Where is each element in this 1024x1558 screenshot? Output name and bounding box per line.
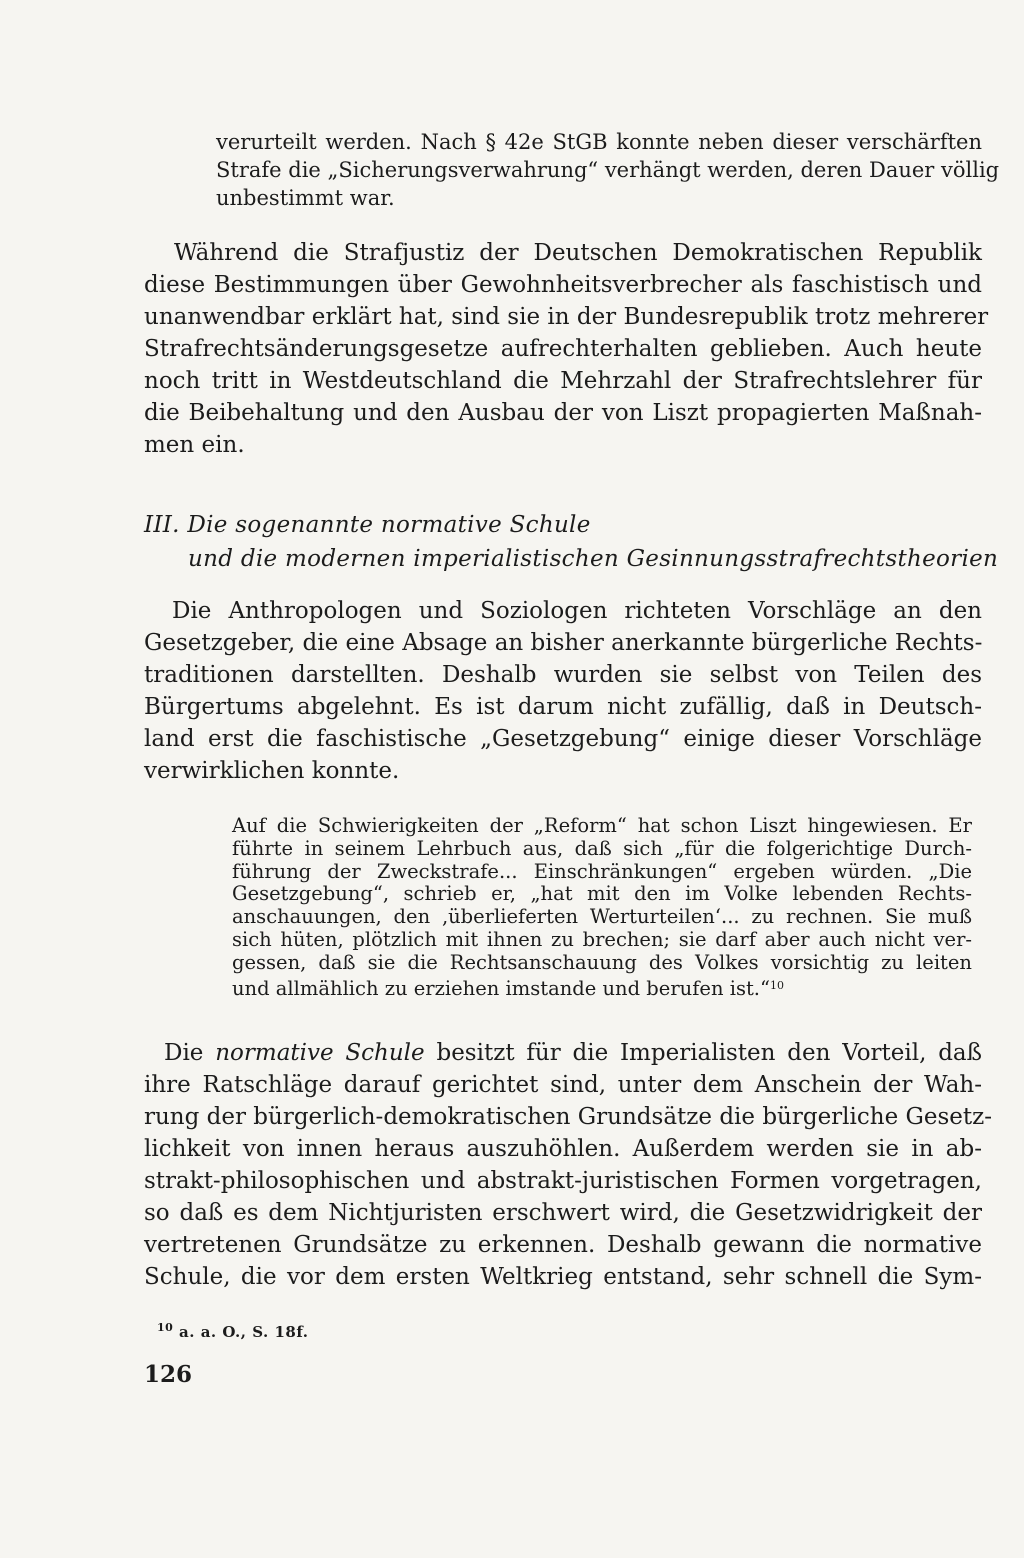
block-quote <box>232 815 972 1000</box>
text-line <box>144 1037 982 1069</box>
text-line: Gesetzgeber, die eine Absage an bisher anerkannte bürgerliche Rechts- <box>144 630 983 656</box>
body-paragraph <box>144 1037 993 1293</box>
quote-line: sich hüten, plötzlich mit ihnen zu brechen; sie darf aber auch nicht ver- <box>232 927 972 951</box>
text-line: Die Anthropologen und Soziologen richteten Vorschläge an den <box>172 598 982 624</box>
text-segment: besitzt für die Imperialisten den Vorteil, daß <box>436 1040 983 1066</box>
text-line: traditionen darstellten. Deshalb wurden sie selbst von Teilen des <box>144 662 982 688</box>
text-segment: Die <box>164 1040 204 1066</box>
heading-line-1: III. Die sogenannte normative Schule <box>144 512 591 538</box>
text-line: unanwendbar erklärt hat, sind sie in der Bundesrepublik trotz mehrerer <box>144 304 989 330</box>
italic-term: normative Schule <box>215 1040 425 1066</box>
quote-line: Gesetzgebung“, schrieb er, „hat mit den im Volke lebenden Rechts- <box>232 882 972 906</box>
text-line: so daß es dem Nichtjuristen erschwert wird, die Gesetzwidrigkeit der <box>144 1200 982 1226</box>
footnote-text: a. a. O., S. 18f. <box>179 1323 309 1341</box>
footnote-reference: 10 <box>769 978 784 992</box>
quote-last-text: und allmählich zu erziehen imstande und berufen ist.“ <box>232 976 770 1000</box>
text-line: ihre Ratschläge darauf gerichtet sind, unter dem Anschein der Wah- <box>144 1072 982 1098</box>
quote-line: anschauungen, den ‚überlieferten Werturteilen‘... zu rechnen. Sie muß <box>232 905 972 929</box>
body-paragraph <box>144 237 989 461</box>
quote-line: führung der Zweckstrafe... Einschränkungen“ ergeben würden. „Die <box>232 859 972 883</box>
text-line: men ein. <box>144 432 245 458</box>
footnote <box>157 1321 308 1341</box>
section-heading <box>144 508 999 576</box>
text-line: land erst die faschistische „Gesetzgebung“ einige dieser Vorschläge <box>144 726 982 752</box>
text-line: verwirklichen konnte. <box>144 758 400 784</box>
continuation-paragraph <box>216 128 1000 212</box>
text-line: Strafrechtsänderungsgesetze aufrechterhalten geblieben. Auch heute <box>144 336 982 362</box>
text-line: strakt-philosophischen und abstrakt-juristischen Formen vorgetragen, <box>144 1168 982 1194</box>
heading-line-2: und die modernen imperialistischen Gesinnungsstrafrechtstheorien <box>188 546 999 572</box>
text-line: diese Bestimmungen über Gewohnheitsverbrecher als faschistisch und <box>144 272 982 298</box>
text-line: vertretenen Grundsätze zu erkennen. Deshalb gewann die normative <box>144 1232 982 1258</box>
text-line: Strafe die „Sicherungsverwahrung“ verhängt werden, deren Dauer völlig <box>216 158 1000 182</box>
text-line: noch tritt in Westdeutschland die Mehrzahl der Strafrechtslehrer für <box>144 368 982 394</box>
text-line: Bürgertums abgelehnt. Es ist darum nicht zufällig, daß in Deutsch- <box>144 694 982 720</box>
text-line: Schule, die vor dem ersten Weltkrieg entstand, sehr schnell die Sym- <box>144 1264 982 1290</box>
quote-line: führte in seinem Lehrbuch aus, daß sich „für die folgerichtige Durch- <box>232 836 972 860</box>
quote-line <box>232 975 972 1001</box>
page-number: 126 <box>144 1361 193 1388</box>
body-paragraph <box>144 595 982 787</box>
footnote-marker: 10 <box>157 1321 174 1334</box>
quote-line: gessen, daß sie die Rechtsanschauung des Volkes vorsichtig zu leiten <box>232 950 972 974</box>
text-line: unbestimmt war. <box>216 186 395 210</box>
quote-line: Auf die Schwierigkeiten der „Reform“ hat schon Liszt hingewiesen. Er <box>232 814 972 837</box>
text-line: verurteilt werden. Nach § 42e StGB konnte neben dieser verschärften <box>216 130 982 154</box>
text-line: rung der bürgerlich-demokratischen Grundsätze die bürgerliche Gesetz- <box>144 1104 993 1130</box>
text-line: lichkeit von innen heraus auszuhöhlen. Außerdem werden sie in ab- <box>144 1136 982 1162</box>
text-line: die Beibehaltung und den Ausbau der von Liszt propagierten Maßnah- <box>144 400 982 426</box>
text-line: Während die Strafjustiz der Deutschen Demokratischen Republik <box>174 240 982 266</box>
